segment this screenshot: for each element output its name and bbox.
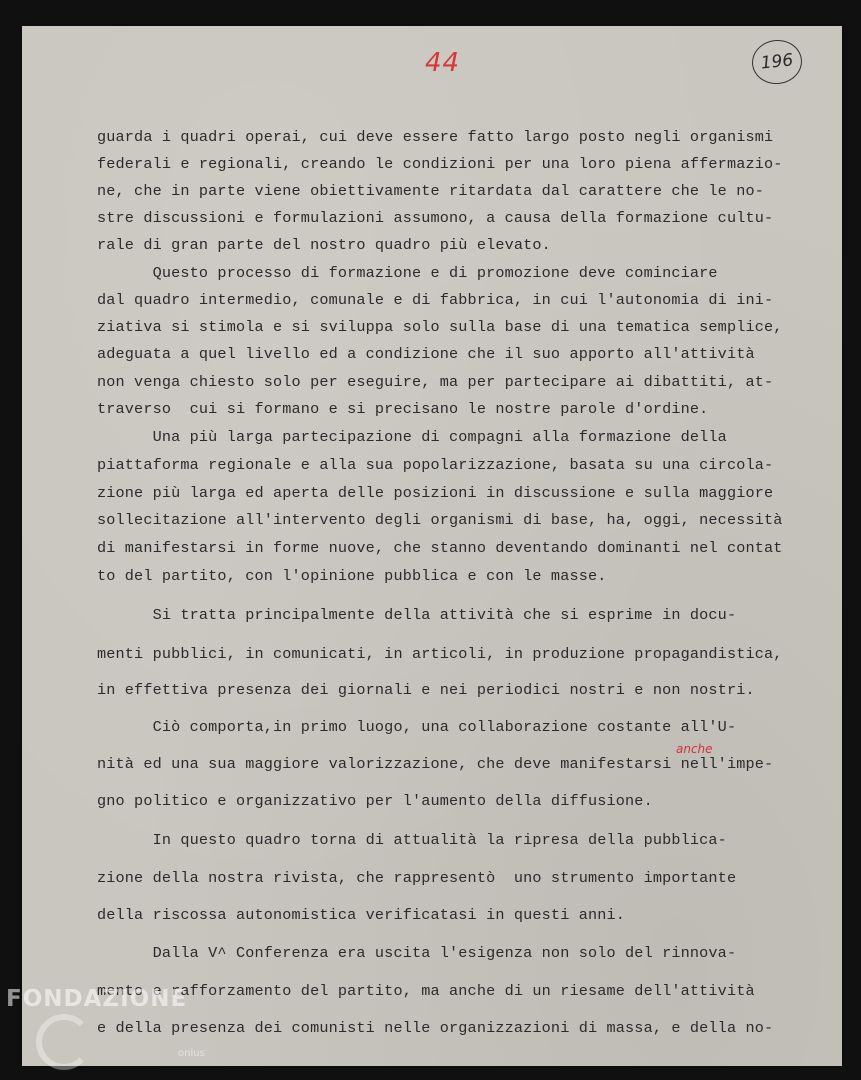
text-line: menti pubblici, in comunicati, in articoli, in produzione propagandistica, — [97, 645, 783, 663]
text-line: in effettiva presenza dei giornali e nei periodici nostri e non nostri. — [97, 681, 755, 699]
text-line: e della presenza dei comunisti nelle organizzazioni di massa, e della no- — [97, 1019, 774, 1037]
red-page-number: 44 — [425, 48, 461, 78]
text-line: ziativa si stimola e si sviluppa solo sulla base di una tematica semplice, — [97, 318, 783, 336]
text-line: zione della nostra rivista, che rappresentò uno strumento importante — [97, 869, 737, 887]
text-line: Dalla V^ Conferenza era uscita l'esigenza non solo del rinnova- — [97, 944, 737, 962]
text-line: adeguata a quel livello ed a condizione che il suo apporto all'attività — [97, 345, 755, 363]
text-line: ne, che in parte viene obiettivamente ritardata dal carattere che le no- — [97, 182, 765, 200]
text-line: Questo processo di formazione e di promozione deve cominciare — [97, 264, 718, 282]
text-line: gno politico e organizzativo per l'aumento della diffusione. — [97, 792, 653, 810]
text-line: mento e rafforzamento del partito, ma anche di un riesame dell'attività — [97, 982, 755, 1000]
text-line: stre discussioni e formulazioni assumono, a causa della formazione cultu- — [97, 209, 774, 227]
text-line: Ciò comporta,in primo luogo, una collaborazione costante all'U- — [97, 718, 737, 736]
watermark: FONDAZIONE — [6, 986, 188, 1012]
text-line: Si tratta principalmente della attività che si esprime in docu- — [97, 606, 737, 624]
watermark-sub: onlus — [178, 1048, 205, 1059]
text-line: piattaforma regionale e alla sua popolarizzazione, basata su una circola- — [97, 456, 774, 474]
text-line: non venga chiesto solo per eseguire, ma per partecipare ai dibattiti, at- — [97, 373, 774, 391]
text-line: nità ed una sua maggiore valorizzazione, che deve manifestarsi nell'impe- — [97, 755, 774, 773]
circled-page-number: 196 — [750, 38, 804, 87]
text-line: to del partito, con l'opinione pubblica e con le masse. — [97, 567, 607, 585]
text-line: federali e regionali, creando le condizioni per una loro piena affermazio- — [97, 155, 783, 173]
text-line: di manifestarsi in forme nuove, che stanno deventando dominanti nel contat — [97, 539, 783, 557]
text-line: Una più larga partecipazione di compagni alla formazione della — [97, 428, 727, 446]
text-line: zione più larga ed aperta delle posizioni in discussione e sulla maggiore — [97, 484, 774, 502]
foundation-logo-icon — [36, 1014, 92, 1070]
text-line: della riscossa autonomistica verificatasi in questi anni. — [97, 906, 626, 924]
text-line: traverso cui si formano e si precisano le nostre parole d'ordine. — [97, 400, 709, 418]
text-line: In questo quadro torna di attualità la ripresa della pubblica- — [97, 831, 727, 849]
handwritten-annotation-anche: anche — [676, 742, 713, 756]
text-line: guarda i quadri operai, cui deve essere fatto largo posto negli organismi — [97, 128, 774, 146]
text-line: dal quadro intermedio, comunale e di fabbrica, in cui l'autonomia di ini- — [97, 291, 774, 309]
text-line: sollecitazione all'intervento degli organismi di base, ha, oggi, necessità — [97, 511, 783, 529]
text-line: rale di gran parte del nostro quadro più elevato. — [97, 236, 551, 254]
